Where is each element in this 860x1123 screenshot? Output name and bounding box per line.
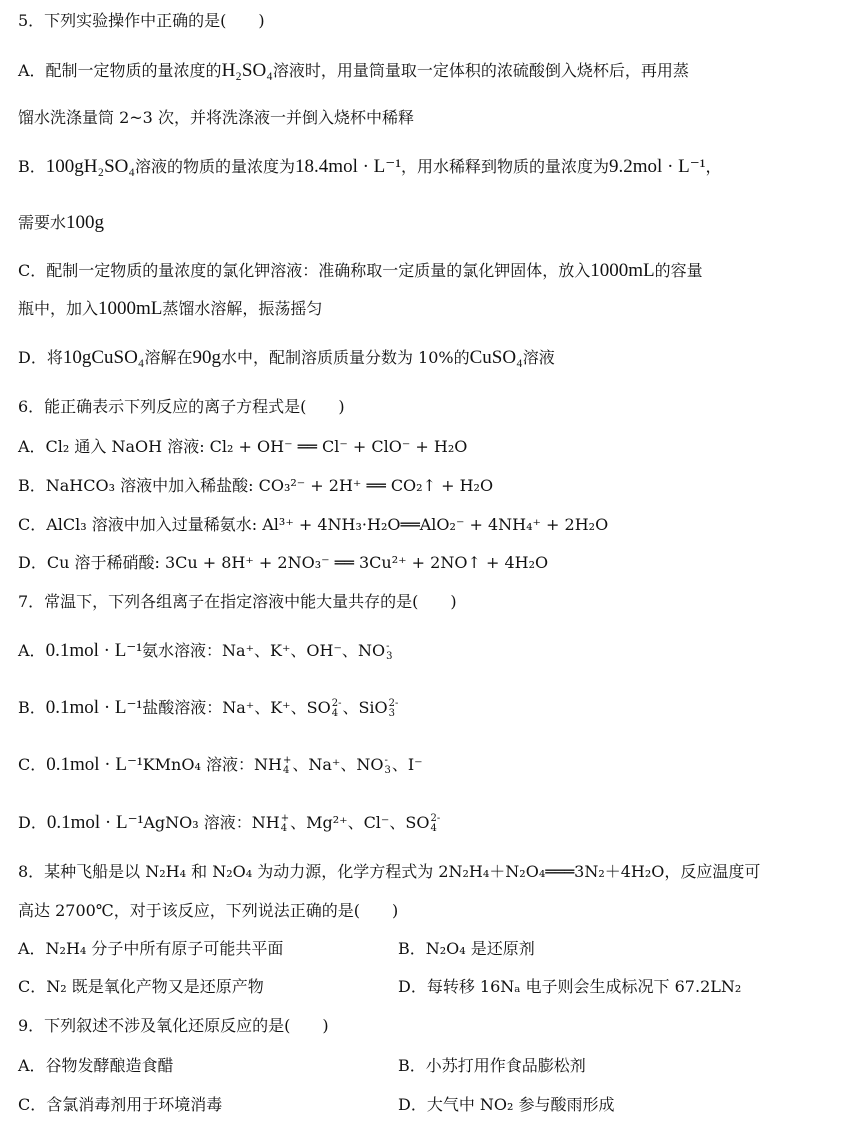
q7-b-ion2-sup: 2- <box>388 697 399 709</box>
q7-c-ion1-charge <box>283 756 291 776</box>
q7-option-d <box>18 812 441 834</box>
q7-d-ion2-charge <box>430 814 440 834</box>
q5-option-b <box>18 156 722 178</box>
q5-d-text: 溶解在 <box>144 348 193 367</box>
q5-option-a <box>18 60 689 82</box>
q7-b-ion1: SO <box>306 698 331 717</box>
q8-option-a: A．N₂H₄ 分子中所有原子可能共平面 <box>18 939 284 958</box>
q5-option-c <box>18 260 703 282</box>
q7-option-a <box>18 640 393 662</box>
q7-a-ion-sub: 3 <box>386 650 393 662</box>
q7-c-ion2: NO <box>356 755 384 774</box>
q7-b-ion2-sub: 3 <box>388 707 396 719</box>
q7-c-ion1-sup: + <box>282 754 292 766</box>
q8-stem-cont: 高达 2700℃，对于该反应，下列说法正确的是( ) <box>18 901 399 920</box>
q7-b-ion2: SiO <box>358 698 388 717</box>
q6-stem: 6．能正确表示下列反应的离子方程式是( ) <box>18 397 345 416</box>
q7-c-label: C． <box>18 755 47 774</box>
q9-option-a: A．谷物发酵酿造食醋 <box>18 1056 174 1075</box>
q5-d-mass: 10gCuSO₄ <box>62 347 145 368</box>
q7-b-text: 盐酸溶液：Na⁺、K⁺、 <box>142 698 307 717</box>
q6-option-c: C．AlCl₃ 溶液中加入过量稀氨水: Al³⁺ + 4NH₃·H₂O══AlO₂⁻ + 4NH₄⁺ + 2H₂O <box>18 515 609 534</box>
q5-a-text2: 溶液时，用量筒量取一定体积的浓硫酸倒入烧杯后，再用蒸 <box>272 61 689 80</box>
q7-d-label: D． <box>18 813 47 832</box>
q5-a-text: A．配制一定物质的量浓度的 <box>18 61 222 80</box>
q7-a-ion: NO <box>357 641 386 660</box>
q5-d-text2: 水中，配制溶质质量分数为 10%的 <box>220 348 470 367</box>
q5-b-formula: 100gH₂SO₄ <box>45 156 136 177</box>
q7-a-text: 氨水溶液：Na⁺、K⁺、OH⁻、 <box>142 641 358 660</box>
q7-d-text: AgNO₃ 溶液： <box>143 813 252 832</box>
q7-c-text2: 、Na⁺、 <box>292 755 357 774</box>
q7-d-ion1-sub: 4 <box>280 822 288 834</box>
q5-c-text4: 蒸馏水溶解，振荡摇匀 <box>162 299 323 318</box>
q7-a-conc: 0.1mol · L⁻¹ <box>45 640 143 661</box>
q7-d-text2: 、Mg²⁺、Cl⁻、 <box>290 813 406 832</box>
q5-stem: 5．下列实验操作中正确的是( ) <box>18 11 265 30</box>
q6-option-d: D．Cu 溶于稀硝酸: 3Cu + 8H⁺ + 2NO₃⁻ ══ 3Cu²⁺ + 2NO↑ + 4H₂O <box>18 553 549 572</box>
q7-d-ion1-charge <box>281 814 289 834</box>
q7-d-ion1-sup: + <box>280 812 290 824</box>
q7-c-ion2-sup: - <box>384 754 388 766</box>
q5-b-text: 溶液的物质的量浓度为 <box>135 157 296 176</box>
q5-d-label: D．将 <box>18 348 63 367</box>
q5-c-vol2: 1000mL <box>98 298 163 319</box>
q7-option-b <box>18 697 399 719</box>
q5-option-c-cont <box>18 298 322 320</box>
q5-d-text3: 溶液 <box>522 348 555 367</box>
q7-a-label: A． <box>18 641 46 660</box>
q7-option-c <box>18 754 423 776</box>
q5-a-formula: H₂SO₄ <box>221 60 273 81</box>
q6-option-a: A．Cl₂ 通入 NaOH 溶液: Cl₂ + OH⁻ ══ Cl⁻ + ClO⁻ + H₂O <box>18 437 468 456</box>
q7-c-ion1-sub: 4 <box>282 764 290 776</box>
q6-option-b: B．NaHCO₃ 溶液中加入稀盐酸: CO₃²⁻ + 2H⁺ ══ CO₂↑ + H₂O <box>18 476 494 495</box>
q7-b-ion1-charge <box>332 699 342 719</box>
q5-b-conc1: 18.4mol · L⁻¹ <box>295 156 402 177</box>
q8-option-d: D．每转移 16Nₐ 电子则会生成标况下 67.2LN₂ <box>398 977 742 996</box>
q7-b-ion1-sup: 2- <box>331 697 342 709</box>
q7-c-ion1: NH <box>253 755 282 774</box>
q7-c-ion2-charge <box>384 756 390 776</box>
q7-d-ion2-sup: 2- <box>430 812 441 824</box>
q5-b-conc2: 9.2mol · L⁻¹ <box>609 156 706 177</box>
q5-b-text2: ，用水稀释到物质的量浓度为 <box>401 157 610 176</box>
q5-b-label: B． <box>18 157 46 176</box>
q7-b-conc: 0.1mol · L⁻¹ <box>45 697 143 718</box>
q5-b-text3: 需要水 <box>18 213 67 232</box>
q7-a-ion-charge <box>386 642 392 662</box>
q5-d-water: 90g <box>192 347 221 368</box>
q5-d-formula: CuSO₄ <box>469 347 523 368</box>
q9-option-c: C．含氯消毒剂用于环境消毒 <box>18 1095 223 1114</box>
q7-b-ion1-sub: 4 <box>331 707 339 719</box>
q7-a-ion-sup: - <box>386 640 390 652</box>
q5-c-text2: 的容量 <box>654 261 703 280</box>
q7-d-ion2-sub: 4 <box>430 822 437 834</box>
q7-b-sep: 、 <box>342 698 359 717</box>
q7-b-ion2-charge <box>389 699 399 719</box>
q5-option-b-cont <box>18 212 104 234</box>
q8-option-b: B．N₂O₄ 是还原剂 <box>398 939 535 958</box>
q9-stem: 9．下列叙述不涉及氧化还原反应的是( ) <box>18 1016 329 1035</box>
q7-b-label: B． <box>18 698 46 717</box>
q5-option-d <box>18 347 555 369</box>
q5-c-text: C．配制一定物质的量浓度的氯化钾溶液：准确称取一定质量的氯化钾固体，放入 <box>18 261 591 280</box>
q7-c-text3: 、I⁻ <box>391 755 423 774</box>
q5-b-water: 100g <box>66 212 105 233</box>
q7-stem: 7．常温下，下列各组离子在指定溶液中能大量共存的是( ) <box>18 592 457 611</box>
q5-b-comma: ， <box>705 157 722 176</box>
q5-option-a-cont: 馏水洗涤量筒 2~3 次，并将洗涤液一并倒入烧杯中稀释 <box>18 108 414 127</box>
q5-c-text3: 瓶中，加入 <box>18 299 99 318</box>
q9-option-d: D．大气中 NO₂ 参与酸雨形成 <box>398 1095 615 1114</box>
q7-c-conc: 0.1mol · L⁻¹ <box>46 754 143 775</box>
q8-stem: 8．某种飞船是以 N₂H₄ 和 N₂O₄ 为动力源，化学方程式为 2N₂H₄＋N₂O₄═══3N₂＋4H₂O，反应温度可 <box>18 862 761 881</box>
q7-c-ion2-sub: 3 <box>384 764 391 776</box>
q7-d-ion2: SO <box>405 813 430 832</box>
q9-option-b: B．小苏打用作食品膨松剂 <box>398 1056 586 1075</box>
q8-option-c: C．N₂ 既是氧化产物又是还原产物 <box>18 977 264 996</box>
q7-d-ion1: NH <box>251 813 280 832</box>
q7-c-text: KMnO₄ 溶液： <box>142 755 254 774</box>
q7-d-conc: 0.1mol · L⁻¹ <box>46 812 144 833</box>
q5-c-vol1: 1000mL <box>590 260 655 281</box>
